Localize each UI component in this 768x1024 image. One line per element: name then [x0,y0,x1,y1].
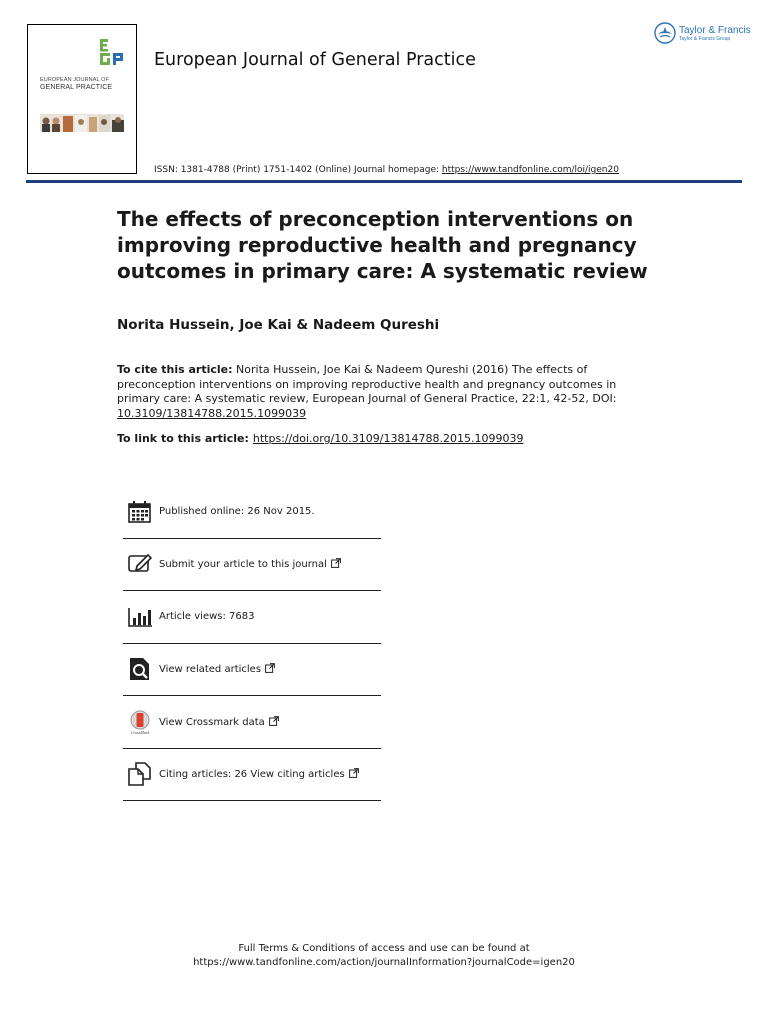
citation-block [117,363,637,421]
submit-article-item[interactable] [123,539,381,592]
external-link-icon [331,558,341,568]
publisher-name: Taylor & Francis [679,24,751,36]
journal-cover [27,24,137,174]
publisher-group: Taylor & Francis Group [679,35,731,42]
cover-title-line1: EUROPEAN JOURNAL OF [40,77,109,83]
search-document-icon [127,656,153,682]
related-articles-item[interactable] [123,644,381,697]
article-title: The effects of preconception interventions on improving reproductive health and pregnancy outcomes in primary care: A systematic review [117,207,648,283]
issn-line [154,165,619,175]
bar-chart-icon [127,604,153,630]
article-doi-link[interactable]: https://doi.org/10.3109/13814788.2015.1099039 [252,432,524,445]
article-authors: Norita Hussein, Joe Kai & Nadeem Qureshi [117,317,440,333]
crossmark-icon [127,709,153,735]
issn-text: ISSN: 1381-4788 (Print) 1751-1402 (Online) Journal homepage: [154,165,442,175]
citing-articles-label [159,768,359,780]
taylor-francis-logo-icon [654,22,676,44]
cover-photo-strip [40,114,124,132]
header-divider [26,180,742,183]
article-views-item [123,591,381,644]
crossmark-item[interactable] [123,696,381,749]
related-articles-label [159,663,275,675]
calendar-icon [127,499,153,525]
journal-name: European Journal of General Practice [154,50,476,70]
article-link-line [117,432,523,445]
footer-terms-link[interactable]: https://www.tandfonline.com/action/journalInformation?journalCode=igen20 [193,957,575,968]
external-link-icon [265,663,275,673]
citing-documents-icon [127,761,153,787]
terms-footer [0,942,768,970]
submit-article-label [159,558,341,570]
crossmark-icon-text: CrossMark [130,729,150,735]
citing-articles-text: Citing articles: 26 View citing articles [159,769,345,781]
external-link-icon [349,768,359,778]
submit-article-text: Submit your article to this journal [159,559,327,571]
published-online-item [123,486,381,539]
egp-logo-icon [100,39,126,65]
crossmark-text: View Crossmark data [159,716,265,728]
citation-text: Norita Hussein, Joe Kai & Nadeem Qureshi (2016) The effects of preconception interventions on improving reproductive health and pregnancy outcomes in primary care: A systematic review, European Journal of General Practice, 22:1, 42-52, DOI: [117,363,617,405]
publisher-logo[interactable] [654,22,751,44]
crossmark-label [159,716,279,728]
external-link-icon [269,716,279,726]
journal-homepage-link[interactable]: https://www.tandfonline.com/loi/igen20 [441,165,619,175]
cover-title [40,77,132,91]
citation-doi-link[interactable]: 10.3109/13814788.2015.1099039 [117,406,307,420]
cover-title-line2: GENERAL PRACTICE [40,84,113,91]
published-online-label: Published online: 26 Nov 2015. [159,506,315,518]
related-articles-text: View related articles [159,664,262,676]
article-info-list [123,486,381,801]
edit-icon [127,551,153,577]
publisher-text [679,25,751,42]
article-views-label: Article views: 7683 [159,611,255,623]
citation-label: To cite this article: [117,363,233,376]
footer-line1: Full Terms & Conditions of access and use can be found at [238,943,530,954]
article-link-label: To link to this article: [117,432,249,445]
citing-articles-item[interactable] [123,749,381,802]
